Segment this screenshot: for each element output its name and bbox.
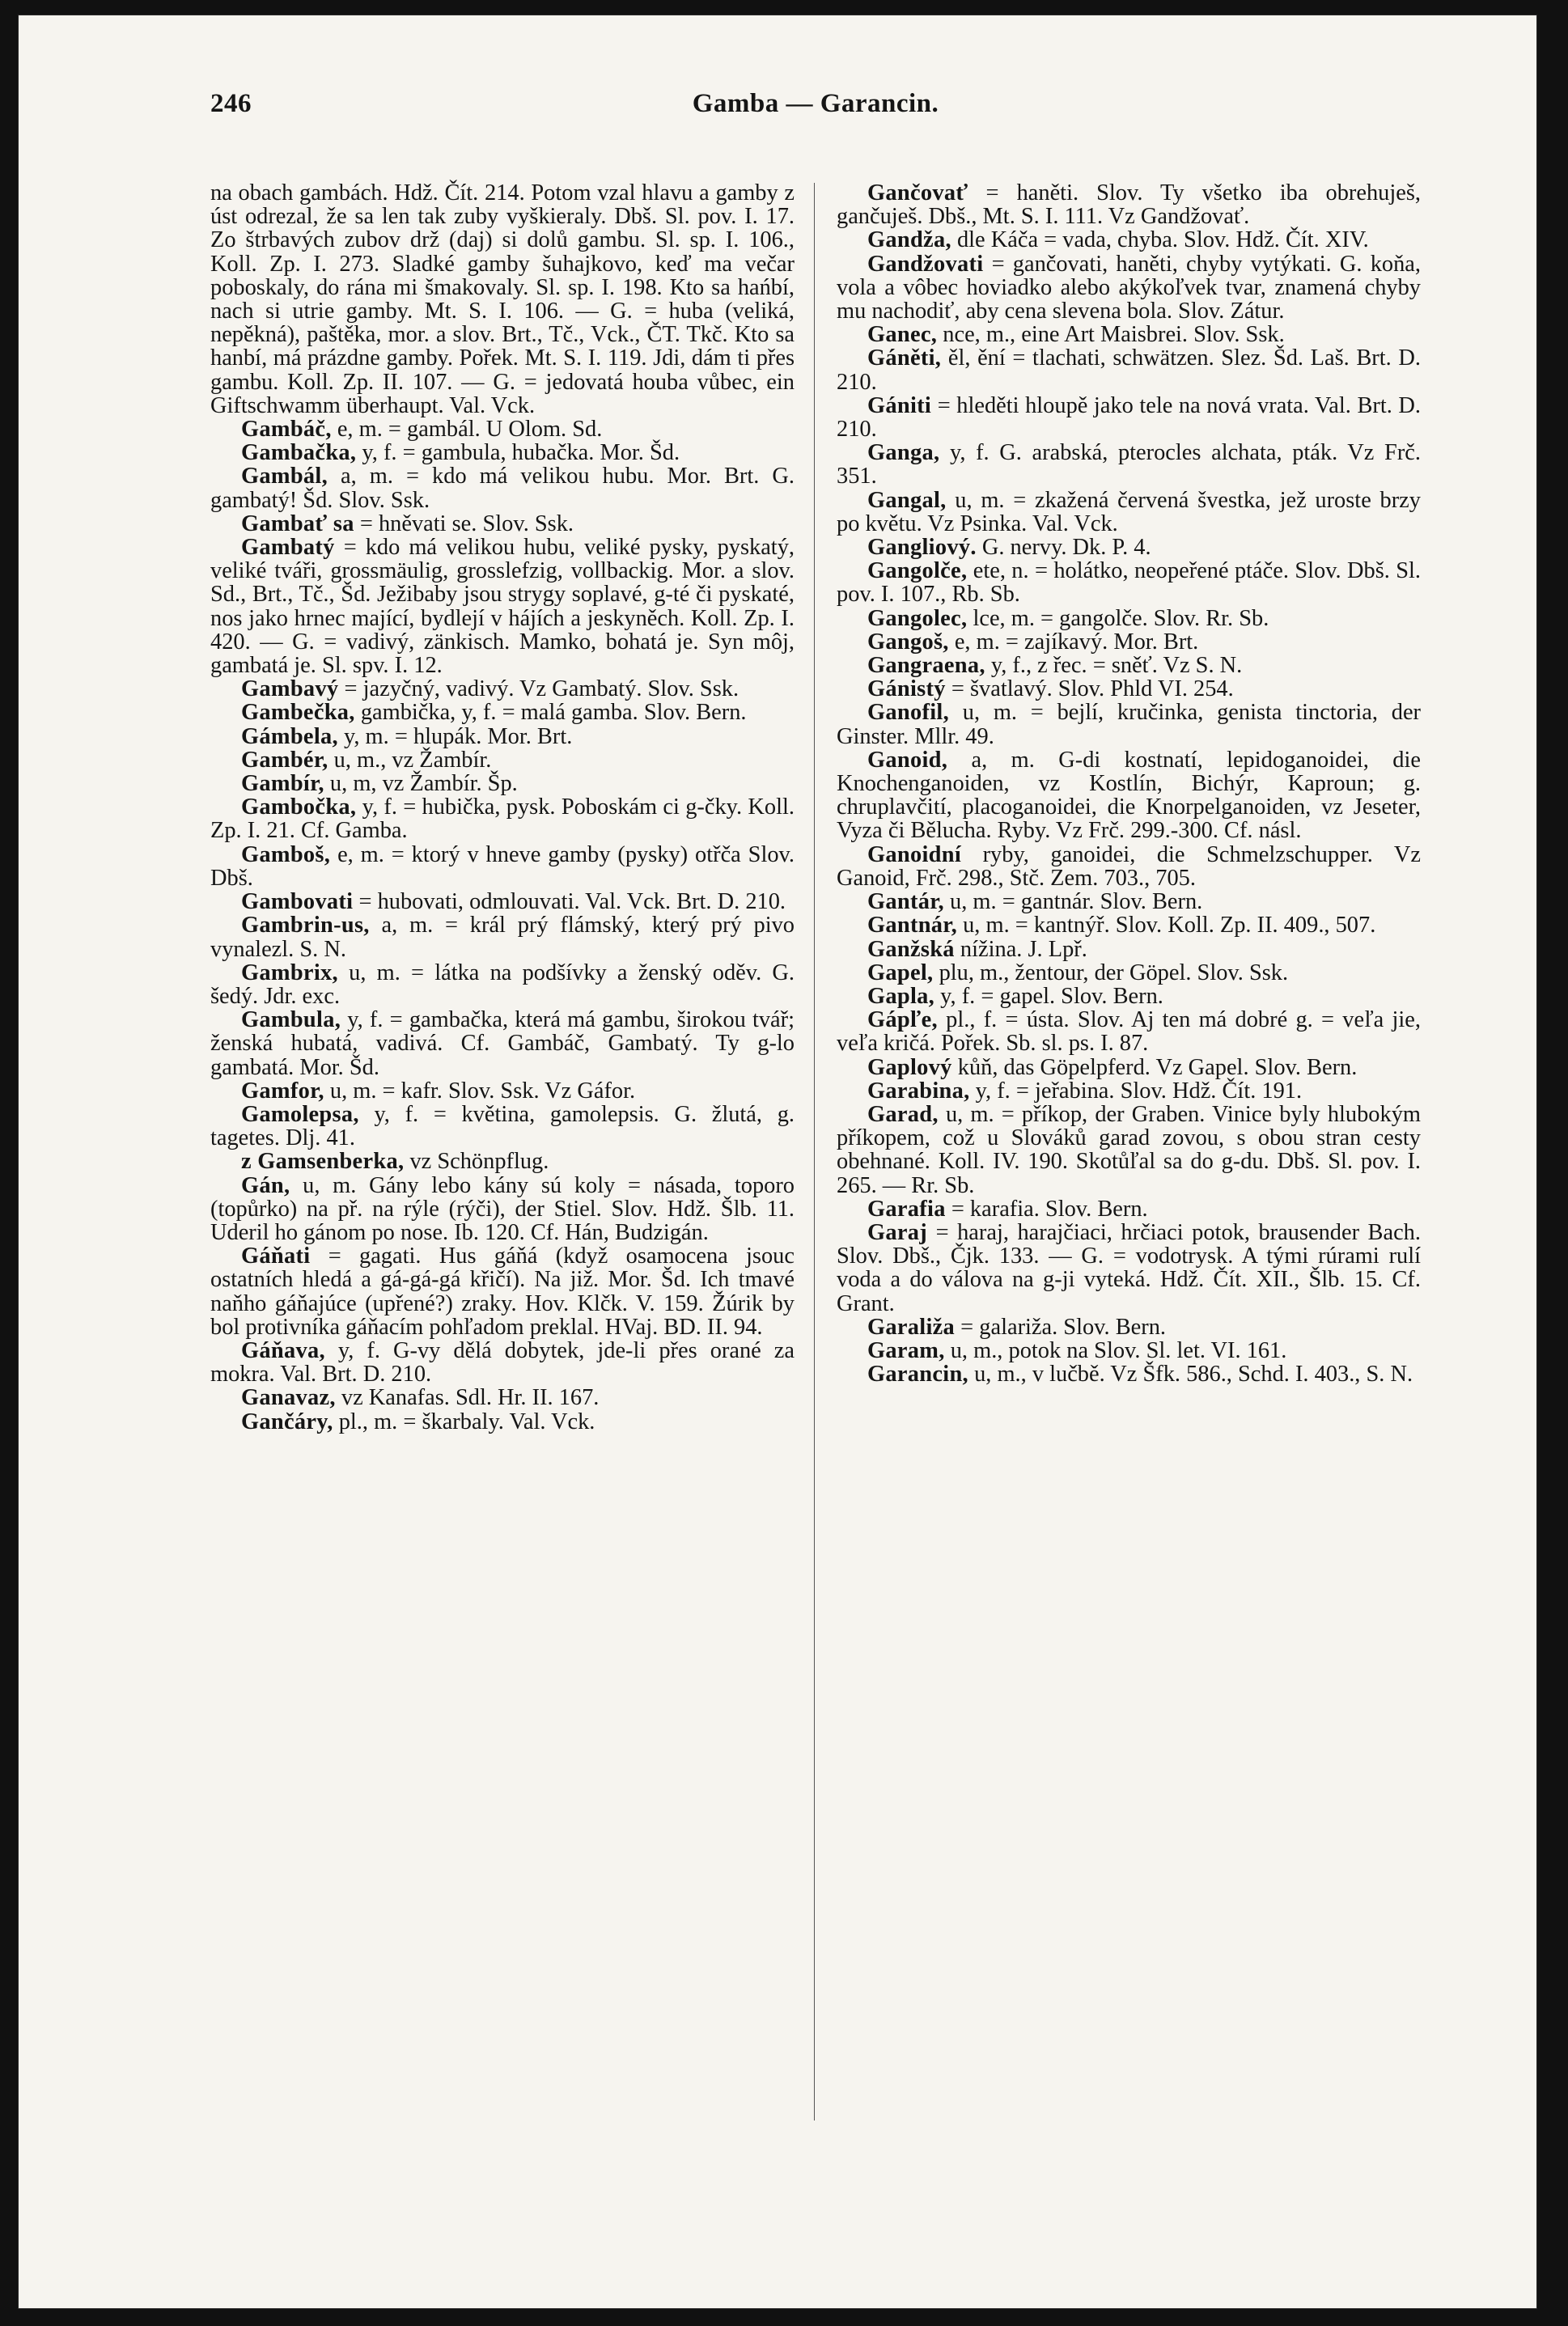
entry-headword: Gangal, [867, 487, 947, 513]
entry-definition: vz Kanafas. Sdl. Hr. II. 167. [341, 1385, 600, 1411]
entry-headword: Garafia [867, 1196, 946, 1222]
entry-definition: = gagati. Hus gáňá (když osamocena jsouc ostatních hledá a gá-gá-gá křičí). Na již. Mor. Šd. Ich tmavé naňho gáňajúce (upřené?) zraky. Hov. Klčk. V. 159. Žúrik by bol protivníka gáňacím pohľadom preklal. HVaj. BD. II. 94. [210, 1243, 795, 1340]
entry-definition: ryby, ganoidei, die Schmelzschupper. Vz Ganoid, Frč. 298., Stč. Zem. 703., 705. [837, 841, 1421, 891]
dictionary-entry [210, 536, 795, 677]
entry-definition: a, m. = král prý flámský, který prý pivo vynalezl. S. N. [210, 913, 795, 962]
dictionary-entry [837, 1008, 1421, 1055]
entry-headword: Garaliža [867, 1314, 956, 1340]
entry-definition: u, m., potok na Slov. Sl. let. VI. 161. [950, 1337, 1287, 1363]
entry-headword: z Gamsenberka, [241, 1149, 405, 1175]
dictionary-entry [210, 181, 795, 417]
dictionary-entry [210, 441, 795, 464]
entry-definition: G. nervy. Dk. P. 4. [981, 535, 1151, 561]
entry-headword: Gambál, [241, 464, 328, 489]
entry-headword: Gantnár, [867, 913, 957, 938]
dictionary-entry [837, 536, 1421, 559]
entry-definition: vz Schönpflug. [409, 1149, 549, 1175]
dictionary-entry [210, 1079, 795, 1103]
entry-definition: nce, m., eine Art Maisbrei. Slov. Ssk. [943, 322, 1285, 348]
entry-headword: Gambačka, [241, 440, 357, 466]
dictionary-entry [837, 961, 1421, 985]
column-divider [814, 183, 815, 2121]
dictionary-entry [837, 394, 1421, 441]
entry-definition: nížina. J. Lpř. [960, 936, 1087, 962]
entry-headword: Gánistý [867, 676, 946, 702]
entry-definition: u, m. = příkop, der Graben. Vinice byly hlubokým příkopem, což u Slováků garad zovou, s obou stran cesty obehnané. Koll. IV. 190. Skotůľal sa do g-du. Dbš. Sl. pov. I. 265. — Rr. Sb. [837, 1101, 1421, 1198]
dictionary-entry [210, 913, 795, 960]
dictionary-entry [837, 913, 1421, 937]
entry-headword: Gantár, [867, 889, 944, 915]
entry-definition: = švatlavý. Slov. Phld VI. 254. [951, 676, 1234, 702]
dictionary-entry [210, 701, 795, 724]
entry-headword: Garabina, [867, 1078, 970, 1104]
entry-headword: Gangraena, [867, 653, 985, 679]
entry-headword: Gapla, [867, 983, 935, 1009]
entry-headword: Garancin, [867, 1362, 968, 1388]
entry-headword: Gambrix, [241, 960, 338, 985]
entry-definition: y, f. = gambačka, která má gambu, širokou tvář; ženská hubatá, vadivá. Cf. Gambáč, Gambatý. Ty g-lo gambatá. Mor. Šd. [210, 1007, 795, 1080]
entry-headword: Gambať sa [241, 511, 354, 536]
dictionary-entry [837, 607, 1421, 630]
entry-headword: Gaplový [867, 1054, 952, 1080]
entry-definition: pl., f. = ústa. Slov. Aj ten má dobré g. = veľa jie, veľa kričá. Pořek. Sb. sl. ps. I. 87. [837, 1007, 1421, 1057]
entry-definition: u, m. Gány lebo kány sú koly = násada, toporo (topůrko) na př. na rýle (rýči), der Stiel. Slov. Hdž. Šlb. 11. Uderil ho gánom po nose. Ib. 120. Cf. Hán, Budzigán. [210, 1172, 795, 1245]
entry-definition: plu, m., žentour, der Göpel. Slov. Ssk. [939, 960, 1289, 985]
entry-headword: Gambavý [241, 676, 339, 702]
dictionary-entry [837, 938, 1421, 961]
entry-headword: Gambula, [241, 1007, 341, 1033]
entry-headword: Gán, [241, 1172, 290, 1198]
entry-definition: e, m. = zajíkavý. Mor. Brt. [954, 629, 1199, 655]
dictionary-entry [210, 417, 795, 441]
dictionary-entry [837, 677, 1421, 701]
entry-headword: Gamfor, [241, 1078, 324, 1104]
entry-headword: Gambír, [241, 771, 324, 797]
entry-definition: = haněti. Slov. Ty všetko iba obrehuješ, gančuješ. Dbš., Mt. S. I. 111. Vz Gandžovať. [837, 180, 1421, 230]
entry-definition: y, f. = gambula, hubačka. Mor. Šd. [362, 440, 680, 466]
entry-headword: Ganga, [867, 440, 940, 466]
entry-headword: Gandžovati [867, 251, 984, 277]
dictionary-entry [210, 890, 795, 913]
dictionary-entry [210, 748, 795, 772]
entry-definition: y, f. G-vy dělá dobytek, jde-li přes orané za mokra. Val. Brt. D. 210. [210, 1337, 795, 1388]
dictionary-entry [837, 346, 1421, 393]
dictionary-entry [837, 1103, 1421, 1197]
dictionary-entry [837, 489, 1421, 536]
entry-definition: u, m., v lučbě. Vz Šfk. 586., Schd. I. 403., S. N. [974, 1362, 1413, 1388]
entry-definition: y, f. = gapel. Slov. Bern. [940, 983, 1163, 1009]
dictionary-entry [837, 701, 1421, 748]
dictionary-entry [210, 1410, 795, 1434]
entry-headword: Gamolepsa, [241, 1101, 359, 1127]
dictionary-entry [210, 1386, 795, 1409]
entry-headword: Gangolec, [867, 605, 968, 631]
entry-definition: u, m. = bejlí, kručinka, genista tinctoria, der Ginster. Mllr. 49. [837, 700, 1421, 749]
dictionary-entry [837, 1221, 1421, 1316]
page-number: 246 [210, 89, 252, 118]
entry-definition: u, m., vz Žambír. [333, 747, 492, 773]
entry-definition: y, f. = hubička, pysk. Poboskám ci g-čky. Koll. Zp. I. 21. Cf. Gamba. [210, 794, 795, 844]
entry-definition: = galariža. Slov. Bern. [960, 1314, 1167, 1340]
entry-headword: Gančáry, [241, 1409, 333, 1434]
entry-definition: e, m. = gambál. U Olom. Sd. [337, 417, 603, 443]
entry-headword: Ganavaz, [241, 1385, 336, 1411]
left-column [210, 181, 795, 1434]
dictionary-page [18, 15, 1537, 2309]
dictionary-entry [837, 1362, 1421, 1386]
dictionary-entry [210, 772, 795, 795]
entry-headword: Garaj [867, 1219, 928, 1245]
entry-headword: Gangolče, [867, 558, 968, 584]
entry-headword: Gápľe, [867, 1007, 938, 1033]
running-head-title: Gamba — Garancin. [692, 89, 939, 118]
entry-headword: Gámbela, [241, 723, 338, 749]
entry-headword: Ganec, [867, 322, 938, 348]
dictionary-entry [837, 654, 1421, 677]
entry-headword: Gáňava, [241, 1337, 325, 1363]
entry-headword: Gambatý [241, 535, 335, 561]
entry-headword: Garad, [867, 1101, 939, 1127]
entry-headword: Ganoid, [867, 747, 948, 773]
entry-definition: y, f. G. arabská, pterocles alchata, pták. Vz Frč. 351. [837, 440, 1421, 489]
dictionary-entry [210, 1244, 795, 1339]
entry-headword: Gambér, [241, 747, 328, 773]
dictionary-entry [837, 181, 1421, 228]
dictionary-entry [210, 677, 795, 701]
entry-definition: lce, m. = gangolče. Slov. Rr. Sb. [973, 605, 1269, 631]
entry-headword: Gambočka, [241, 794, 357, 820]
dictionary-entry [837, 890, 1421, 913]
dictionary-entry [837, 630, 1421, 654]
entry-definition: gambička, y, f. = malá gamba. Slov. Bern. [360, 700, 747, 726]
dictionary-entry [210, 961, 795, 1008]
entry-headword: Gangoš, [867, 629, 949, 655]
entry-definition: = hleděti hloupě jako tele na nová vrata. Val. Brt. D. 210. [837, 392, 1421, 443]
entry-definition: = karafia. Slov. Bern. [951, 1196, 1148, 1222]
entry-definition: y, f., z řec. = sněť. Vz S. N. [990, 653, 1243, 679]
dictionary-entry [210, 464, 795, 511]
entry-headword: Gangliový. [867, 535, 977, 561]
entry-headword: Gapel, [867, 960, 934, 985]
entry-definition: = haraj, harajčiaci, hrčiaci potok, brausender Bach. Slov. Dbš., Čjk. 133. — G. = vodotrysk. A tými rúrami rulí voda a do válova na g-ji vyteká. Hdž. Čít. XII., Šlb. 15. Cf. Grant. [837, 1219, 1421, 1316]
entry-definition: = gančovati, haněti, chyby vytýkati. G. koňa, vola a vôbec hoviadko alebo akýkoľvek tvar, znamená chyby mu nachodiť, aby cena slevena bola. Slov. Zátur. [837, 251, 1421, 324]
entry-definition: = jazyčný, vadivý. Vz Gambatý. Slov. Ssk. [344, 676, 740, 702]
entry-headword: Ganžská [867, 936, 955, 962]
dictionary-entry [210, 1150, 795, 1173]
entry-headword: Gambovati [241, 889, 354, 915]
dictionary-entry [837, 559, 1421, 606]
entry-headword: Ganoidní [867, 841, 962, 867]
dictionary-entry [837, 748, 1421, 843]
dictionary-entry [837, 228, 1421, 252]
dictionary-entry [837, 441, 1421, 488]
right-column [837, 181, 1421, 1386]
dictionary-entry [837, 252, 1421, 324]
entry-definition: u, m. = zkažená červená švestka, jež uroste brzy po květu. Vz Psinka. Val. Vck. [837, 487, 1421, 536]
entry-headword: Gambáč, [241, 417, 332, 443]
entry-definition: dle Káča = vada, chyba. Slov. Hdž. Čít. XIV. [956, 227, 1369, 253]
entry-definition: kůň, das Göpelpferd. Vz Gapel. Slov. Bern. [957, 1054, 1358, 1080]
entry-definition: e, m. = ktorý v hneve gamby (pysky) otřča Slov. Dbš. [210, 841, 795, 891]
entry-headword: Gániti [867, 392, 932, 418]
entry-headword: Gandža, [867, 227, 951, 253]
dictionary-entry [837, 1079, 1421, 1103]
entry-definition: a, m. = kdo má velikou hubu. Mor. Brt. G. gambatý! Šd. Slov. Ssk. [210, 464, 795, 513]
entry-headword: Gambečka, [241, 700, 355, 726]
entry-headword: Ganofil, [867, 700, 949, 726]
entry-definition: a, m. G-di kostnatí, lepidoganoidei, die Knochenganoiden, vz Kostlín, Bichýr, Kaproun; g. chruplavčití, placoganoidei, die Knorpelganoiden, vz Jeseter, Vyza či Běluchа. Ryby. Vz Frč. 299.-300. Cf. násl. [837, 747, 1421, 844]
entry-headword: Gáňati [241, 1243, 311, 1269]
dictionary-entry [837, 1316, 1421, 1339]
entry-headword: Gamboš, [241, 841, 331, 867]
entry-definition: = hněvati se. Slov. Ssk. [359, 511, 574, 536]
dictionary-entry [837, 843, 1421, 890]
dictionary-entry [210, 1339, 795, 1386]
dictionary-entry [837, 1056, 1421, 1079]
entry-definition: y, f. = květina, gamolepsis. G. žlutá, g. tagetes. Dlj. 41. [210, 1101, 795, 1151]
dictionary-entry [210, 1008, 795, 1079]
entry-definition: = hubovati, odmlouvati. Val. Vck. Brt. D. 210. [358, 889, 786, 915]
entry-definition: u, m, vz Žambír. Šp. [329, 771, 518, 797]
dictionary-entry [210, 843, 795, 890]
entry-definition: ete, n. = holátko, neopeřené ptáče. Slov. Dbš. Sl. pov. I. 107., Rb. Sb. [837, 558, 1421, 608]
entry-definition: na obach gambách. Hdž. Čít. 214. Potom vzal hlavu a gamby z úst odrezal, že sa len tak zuby vyškieraly. Dbš. Sl. pov. I. 17. Zo štrbavých zubov drž (daj) si dolů gambu. Sl. sp. I. 106., Koll. Zp. I. 273. Sladké gamby šuhajkovo, keď ma večar poboskaly, do rána mi šmakovaly. Sl. sp. I. 198. Kto sa hańbí, nach si utrie gamby. Mt. S. I. 106. — G. = huba (veliká, nepěkná), paštěka, mor. a slov. Brt., Tč., Vck., ČT. Tkč. Kto sa hanbí, má prázdne gamby. Pořek. Mt. S. I. 119. Jdi, dám ti přes gambu. Koll. Zp. II. 107. — G. = jedovatá houba vůbec, ein Giftschwamm überhaupt. Val. Vck. [210, 180, 795, 418]
entry-definition: u, m. = kafr. Slov. Ssk. Vz Gáfor. [329, 1078, 636, 1104]
dictionary-entry [210, 512, 795, 536]
entry-headword: Gambrin-us, [241, 913, 370, 938]
dictionary-entry [837, 985, 1421, 1008]
entry-headword: Garam, [867, 1337, 945, 1363]
entry-headword: Gáněti, [867, 345, 942, 371]
entry-definition: y, f. = jeřabina. Slov. Hdž. Čít. 191. [975, 1078, 1303, 1104]
entry-definition: u, m. = gantnár. Slov. Bern. [950, 889, 1203, 915]
running-header [210, 89, 1421, 129]
dictionary-entry [210, 1174, 795, 1245]
dictionary-entry [210, 1103, 795, 1150]
entry-definition: u, m. = látka na podšívky a ženský oděv. G. šedý. Jdr. exc. [210, 960, 795, 1009]
entry-definition: = kdo má velikou hubu, veliké pysky, pyskatý, veliké tváři, grossmäulig, grosslefzig, vollbackig. Mor. a slov. Sd., Brt., Tč., Šd. Ježibaby jsou strygy soplavé, g-té či pyskaté, nos jako hrnec mající, bydlejí v hájích a jeskyněch. Koll. Zp. I. 420. — G. = vadivý, zänkisch. Mamko, bohatá je. Syn môj, gambatá je. Sl. spv. I. 12. [210, 535, 795, 679]
dictionary-entry [837, 323, 1421, 346]
entry-headword: Gančovať [867, 180, 968, 205]
dictionary-entry [837, 1197, 1421, 1221]
dictionary-entry [210, 795, 795, 842]
entry-definition: u, m. = kantnýř. Slov. Koll. Zp. II. 409., 507. [963, 913, 1376, 938]
entry-definition: y, m. = hlupák. Mor. Brt. [344, 723, 573, 749]
entry-definition: ěl, ění = tlachati, schwätzen. Slez. Šd. Laš. Brt. D. 210. [837, 345, 1421, 395]
dictionary-entry [210, 725, 795, 748]
dictionary-entry [837, 1339, 1421, 1362]
entry-definition: pl., m. = škarbaly. Val. Vck. [338, 1409, 595, 1434]
